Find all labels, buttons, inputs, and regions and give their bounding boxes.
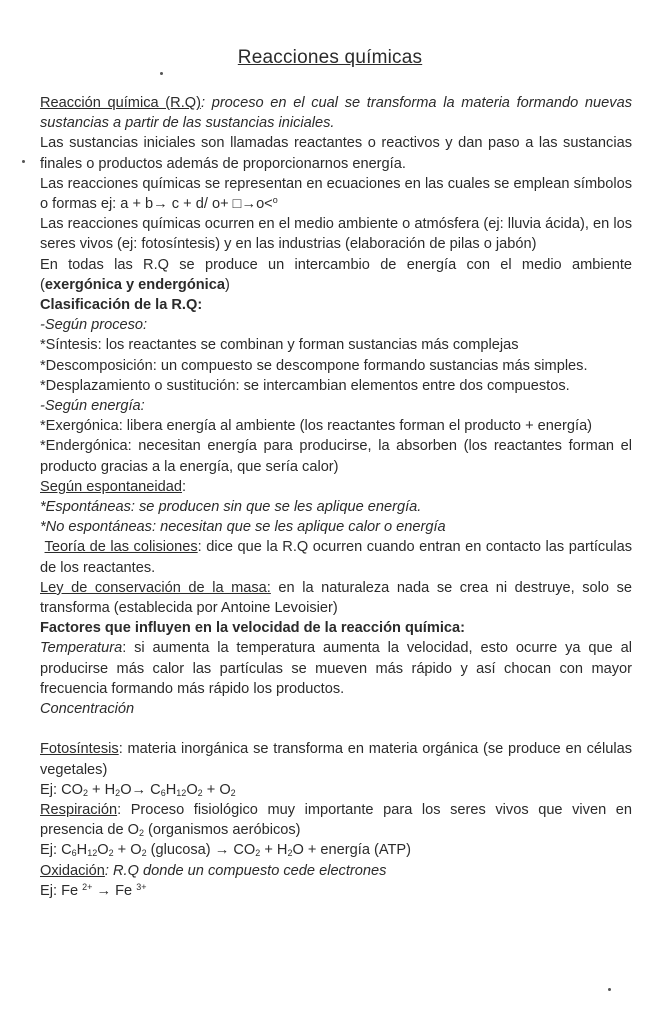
oxidation-text: : R.Q donde un compuesto cede electrones (104, 862, 387, 879)
scan-speck (608, 988, 611, 991)
definition-text: : proceso en el cual se transforma la materia formando nuevas sustancias a partir de las sustancias iniciales. (40, 95, 632, 132)
eq-sub: 2 (255, 848, 261, 859)
list-item (40, 497, 632, 517)
scan-speck (22, 160, 25, 163)
eq-sub: 12 (87, 848, 98, 859)
mass-term: Ley de conservación de la masa: (40, 579, 271, 596)
list-item (40, 517, 632, 537)
endergonic-item: *Endergónica: necesitan energía para producirse, la absorben (los reactantes forman el producto gracias a la energía, que sería calor) (40, 438, 632, 475)
eq-sub: 2 (115, 787, 121, 798)
eq-part: Ej: CO (40, 781, 83, 798)
eq-sub: 2 (82, 787, 88, 798)
factors-heading-text: Factores que influyen en la velocidad de la reacción química: (40, 620, 465, 637)
by-spontaneity-label-text: Según espontaneidad (40, 478, 183, 495)
temperature-paragraph (40, 638, 632, 699)
eq-part: H (76, 842, 88, 859)
eq-sub: 2 (108, 848, 114, 859)
temperature-term: Temperatura (40, 640, 123, 657)
equations-glyph: o (272, 195, 278, 206)
reactants-paragraph (40, 133, 632, 173)
list-item (40, 436, 632, 476)
list-item (40, 335, 632, 355)
eq-part: + O (113, 842, 142, 859)
by-spontaneity-colon: : (182, 478, 187, 495)
list-item (40, 376, 632, 396)
eq-part: O + energía (ATP) (292, 842, 412, 859)
respiration-term: Respiración (40, 801, 118, 818)
scan-speck (160, 72, 163, 75)
concentration-text: Concentración (40, 701, 135, 718)
eq-part: O (186, 781, 198, 798)
eq-sup: 2+ (82, 881, 93, 892)
equations-text: Las reacciones químicas se representan en ecuaciones en las cuales se emplean símbolos o formas ej: a + b→ c + d/ o+ □→o< (40, 175, 632, 213)
collisions-text: : dice que la R.Q ocurren cuando entran en contacto las partículas de los reactantes. (40, 539, 632, 576)
definition-term: Reacción química (R.Q) (40, 95, 201, 111)
by-process-label-text: -Según proceso: (40, 317, 148, 334)
by-energy-label-text: -Según energía: (40, 398, 145, 415)
where-paragraph (40, 214, 632, 254)
list-item (40, 356, 632, 376)
eq-sub: 6 (71, 848, 77, 859)
document-body (40, 93, 632, 901)
classification-heading-text: Clasificación de la R.Q: (40, 297, 203, 314)
respiration-equation (40, 840, 632, 860)
eq-sub: 2 (141, 848, 147, 859)
page-title: Reacciones químicas (237, 47, 423, 68)
oxidation-term: Oxidación (40, 862, 105, 879)
eq-part: O→ C (120, 781, 161, 798)
spontaneous-item: *Espontáneas: se producen sin que se les aplique energía. (40, 499, 422, 516)
photosynthesis-text: : materia inorgánica se transforma en materia orgánica (se produce en células vegetales) (40, 741, 632, 778)
mass-paragraph (40, 578, 632, 618)
eq-part: O (97, 842, 109, 859)
eq-sub: 2 (197, 787, 203, 798)
eq-sub: 6 (160, 787, 166, 798)
energy-close: ) (224, 276, 230, 293)
temperature-text: : si aumenta la temperatura aumenta la velocidad, esto ocurre ya que al producirse más calor las partículas se mueven más rápido y así chocan con mayor frecuencia formando más rápido los productos. (40, 640, 632, 697)
photosynthesis-term: Fotosíntesis (40, 741, 119, 758)
energy-text: En todas las R.Q se produce un intercambio de energía con el medio ambiente ( (40, 256, 632, 293)
displacement-item: *Desplazamiento o sustitución: se intercambian elementos entre dos compuestos. (40, 377, 570, 394)
eq-part: Ej: C (40, 842, 72, 859)
photosynthesis-paragraph (40, 739, 632, 779)
eq-sub: 12 (176, 787, 187, 798)
eq-part: → Fe (92, 882, 137, 899)
respiration-text-2: (organismos aeróbicos) (144, 822, 301, 839)
by-energy-label (40, 396, 632, 416)
factors-heading (40, 618, 632, 638)
eq-part: + H (88, 781, 116, 798)
eq-sub: 2 (138, 828, 144, 839)
mass-text: en la naturaleza nada se crea ni destruye, solo se transforma (establecida por Antoine Levoisier) (40, 579, 632, 617)
list-item (40, 416, 632, 436)
photosynthesis-equation (40, 780, 632, 800)
synthesis-item: *Síntesis: los reactantes se combinan y forman sustancias más complejas (40, 337, 519, 354)
respiration-text: : Proceso fisiológico muy importante para los seres vivos que viven en presencia de O (40, 801, 632, 839)
oxidation-paragraph (40, 861, 632, 881)
eq-sub: 2 (287, 848, 293, 859)
eq-sup: 3+ (136, 881, 147, 892)
eq-part: Ej: Fe (40, 882, 83, 899)
oxidation-equation (40, 881, 632, 901)
collisions-term: Teoría de las colisiones (44, 539, 198, 556)
energy-types: exergónica y endergónica (44, 276, 225, 293)
classification-heading (40, 295, 632, 315)
reactants-text: Las sustancias iniciales son llamadas reactantes o reactivos y dan paso a las sustancias finales o productos además de proporcionarnos energía. (40, 135, 632, 172)
eq-sub: 2 (230, 787, 236, 798)
eq-part: (glucosa) → CO (146, 842, 256, 859)
concentration-line (40, 699, 632, 719)
by-process-label (40, 315, 632, 335)
eq-part: + O (202, 781, 231, 798)
exergonic-item: *Exergónica: libera energía al ambiente (los reactantes forman el producto + energía) (40, 418, 593, 435)
definition-paragraph (40, 93, 632, 133)
equations-paragraph (40, 174, 632, 214)
non-spontaneous-item: *No espontáneas: necesitan que se les aplique calor o energía (40, 519, 446, 536)
collisions-paragraph (40, 537, 632, 577)
section-gap (40, 719, 632, 739)
decomposition-item: *Descomposición: un compuesto se descompone formando sustancias más simples. (40, 357, 588, 374)
eq-part: H (165, 781, 177, 798)
energy-paragraph (40, 255, 632, 295)
eq-part: + H (260, 842, 288, 859)
respiration-paragraph (40, 800, 632, 840)
where-text: Las reacciones químicas ocurren en el medio ambiente o atmósfera (ej: lluvia ácida), en los seres vivos (ej: fotosíntesis) y en las industrias (elaboración de pilas o jabón) (40, 216, 632, 253)
by-spontaneity-label (40, 477, 632, 497)
